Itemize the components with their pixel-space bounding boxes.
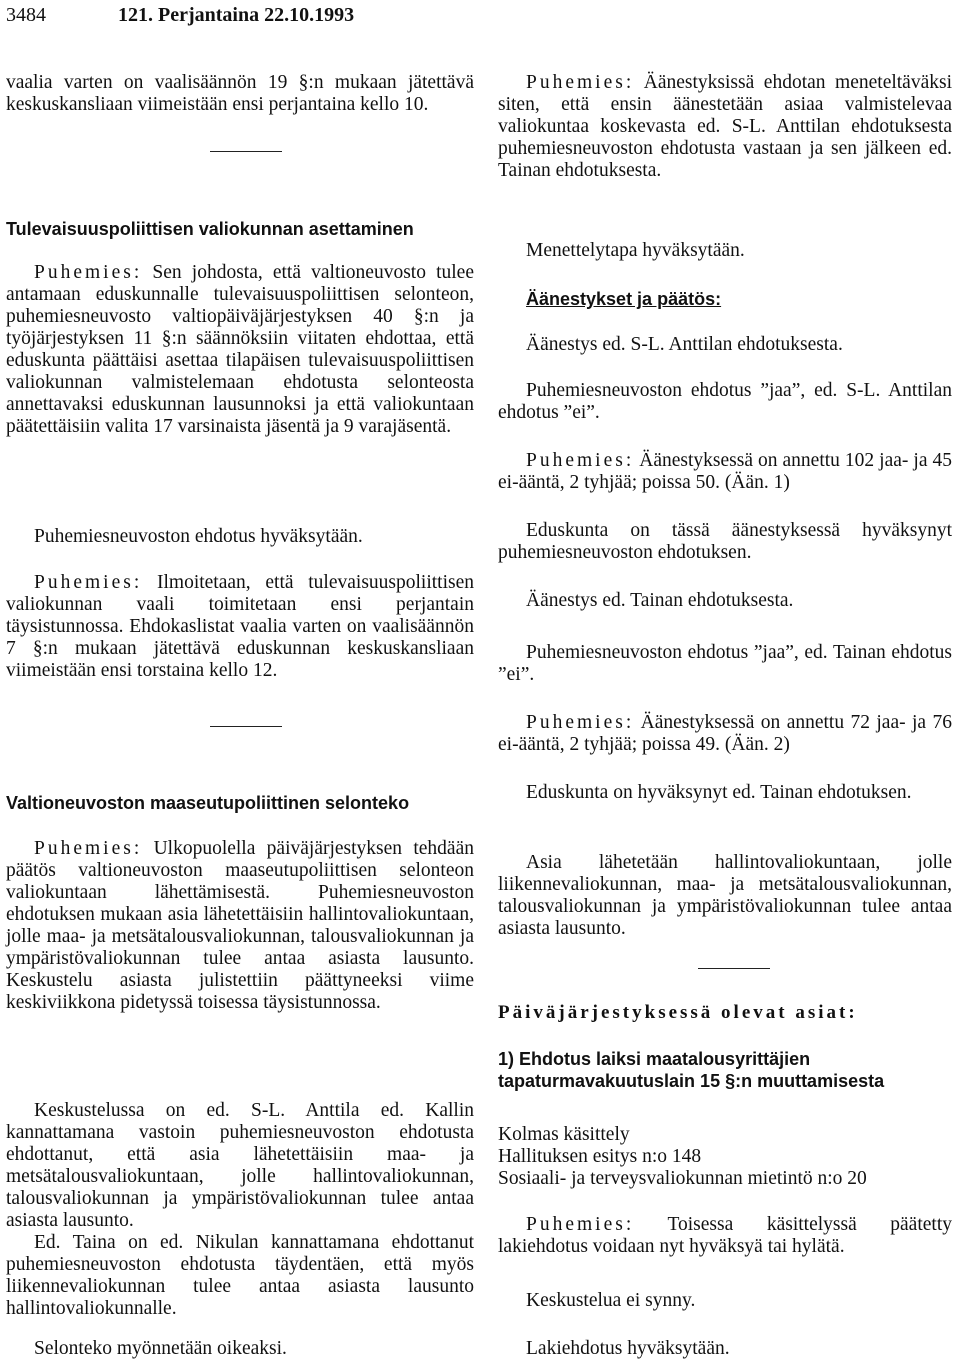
speaker-paragraph-agenda — [498, 1214, 952, 1258]
paragraph-vote-1: Äänestys ed. S-L. Anttilan ehdotuksesta. — [526, 334, 843, 355]
speaker-text: Äänestyksessä on annettu 102 jaa- ja 45 ei-ääntä, 2 tyhjää; poissa 50. (Ään. 1) — [498, 450, 952, 493]
speaker-text: Sen johdosta, että valtioneuvosto tulee antamaan eduskunnalle tulevaisuuspoliittisen selonteon, puhemiesneuvosto valtiopäiväjärjestyksen 40 §:n ja työjärjestyksen 11 §:n säännöksiin viitaten ehdottaa, että eduskunta päättäisi asettaa tilapäisen tulevaisuuspoliittisen valiokunnan valmistelemaan ehdotusta selonteosta annettavaksi eduskunnan lausunnoksi ja että valiokuntaan päätettäisiin valita 17 varsinaista jäsentä ja 9 varajäsentä. — [6, 262, 474, 437]
section-divider — [210, 151, 282, 152]
paragraph-vote-2: Äänestys ed. Tainan ehdotuksesta. — [526, 590, 794, 611]
paragraph-procedure-approved: Menettelytapa hyväksytään. — [526, 240, 745, 261]
session-date: 121. Perjantaina 22.10.1993 — [118, 4, 355, 26]
paragraph-anttila-proposal: Keskustelussa on ed. S-L. Anttila ed. Kallin kannattamana vastoin puhemiesneuvoston ehdotusta ehdottanut, että asia lähetettäisiin maa- ja metsätalousvaliokuntaan, jolle hallintovaliokunnan, talousvaliokunnan ja ympäristövaliokunnan tulee antaa asiasta lausunto. — [6, 1100, 474, 1231]
speaker-paragraph-vote-1-result — [498, 450, 952, 494]
paragraph-vote-2-options: Puhemiesneuvoston ehdotus ”jaa”, ed. Tainan ehdotus ”ei”. — [498, 642, 952, 685]
section-heading-tulevaisuus: Tulevaisuuspoliittisen valiokunnan asettaminen — [6, 219, 414, 239]
speaker-paragraph-vote-2-result — [498, 712, 952, 756]
speaker-text: Äänestyksessä on annettu 72 jaa- ja 76 ei-ääntä, 2 tyhjää; poissa 49. (Ään. 2) — [498, 712, 952, 755]
government-proposal: Hallituksen esitys n:o 148 — [498, 1146, 702, 1167]
section-divider — [698, 968, 770, 969]
paragraph-taina-proposal: Ed. Taina on ed. Nikulan kannattamana ehdottanut puhemiesneuvoston ehdotusta täydentäen, että myös liikennevaliokunnan tulee antaa asiasta lausunto hallintovaliokunnalle. — [6, 1232, 474, 1319]
speaker-label: Puhemies: — [526, 712, 635, 733]
speaker-text: Ulkopuolella päiväjärjestyksen tehdään päätös valtioneuvoston maaseutupoliittisen selonteon valiokuntaan lähettämisestä. Puhemiesneuvoston ehdotuksen mukaan asia lähetettäisiin hallintovaliokuntaan, jolle maa- ja metsätalousvaliokunnan, talousvaliokunnan ja ympäristövaliokunnan tulee antaa asiasta lausunto. Keskustelu asiasta julistettiin päättyneeksi viime keskiviikkona pidetyssä toisessa täysistunnossa. — [6, 838, 474, 1013]
speaker-text: Äänestyksissä ehdotan meneteltäväksi siten, että ensin äänestetään asiaa valmistelevaa valiokuntaa koskevasta ed. S-L. Anttilan ehdotuksesta puhemiesneuvoston ehdotusta vastaan ja sen jälkeen ed. Tainan ehdotuksesta. — [498, 72, 953, 181]
speaker-paragraph-3 — [6, 838, 474, 1014]
speaker-label: Puhemies: — [526, 450, 635, 471]
votes-heading: Äänestykset ja päätös: — [526, 289, 722, 309]
speaker-text: Ilmoitetaan, että tulevaisuuspoliittisen valiokunnan vaali toimitetaan ensi perjantain täysistunnossa. Ehdokaslistat vaalia varten on vaalisäännön 7 §:n mukaan jätettävä eduskunnan keskuskansliaan viimeistään ensi torstaina kello 12. — [6, 572, 475, 681]
speaker-paragraph-voting-order — [498, 72, 952, 182]
section-heading-maaseutu: Valtioneuvoston maaseutupoliittinen selonteko — [6, 793, 410, 813]
paragraph-referral: Asia lähetetään hallintovaliokuntaan, jolle liikennevaliokunnan, maa- ja metsätalousvaliokunnan, talousvaliokunnan ja ympäristövaliokunnan tulee antaa asiasta lausunto. — [498, 852, 952, 939]
speaker-paragraph-1 — [6, 262, 474, 438]
paragraph-vote-1-decision: Eduskunta on tässä äänestyksessä hyväksynyt puhemiesneuvoston ehdotuksen. — [498, 520, 952, 563]
speaker-label: Puhemies: — [34, 262, 143, 283]
processing-stage: Kolmas käsittely — [498, 1124, 630, 1145]
paragraph-approval: Puhemiesneuvoston ehdotus hyväksytään. — [34, 526, 363, 547]
paragraph-vote-2-decision: Eduskunta on hyväksynyt ed. Tainan ehdotuksen. — [526, 782, 912, 803]
agenda-item-heading: 1) Ehdotus laiksi maatalousyrittäjien tapaturmavakuutuslain 15 §:n muuttamisesta — [498, 1049, 885, 1091]
paragraph-election-deadline: vaalia varten on vaalisäännön 19 §:n mukaan jätettävä keskuskansliaan viimeistään ensi perjantaina kello 10. — [6, 72, 474, 115]
speaker-paragraph-2 — [6, 572, 474, 682]
speaker-text: Toisessa käsittelyssä päätetty lakiehdotus voidaan nyt hyväksyä tai hylätä. — [498, 1214, 952, 1257]
paragraph-vote-1-options: Puhemiesneuvoston ehdotus ”jaa”, ed. S-L. Anttilan ehdotus ”ei”. — [498, 380, 952, 423]
speaker-label: Puhemies: — [526, 1214, 635, 1235]
speaker-label: Puhemies: — [34, 838, 143, 859]
speaker-label: Puhemies: — [526, 72, 635, 93]
paragraph-bill-approved: Lakiehdotus hyväksytään. — [526, 1338, 730, 1359]
speaker-label: Puhemies: — [34, 572, 143, 593]
paragraph-minutes-approved: Selonteko myönnetään oikeaksi. — [34, 1338, 287, 1359]
section-divider — [210, 726, 282, 727]
page-header — [6, 4, 954, 40]
paragraph-no-discussion: Keskustelua ei synny. — [526, 1290, 696, 1311]
committee-report: Sosiaali- ja terveysvaliokunnan mietintö n:o 20 — [498, 1168, 867, 1189]
agenda-heading: Päiväjärjestyksessä olevat asiat: — [498, 1002, 858, 1023]
page-number: 3484 — [6, 4, 46, 26]
